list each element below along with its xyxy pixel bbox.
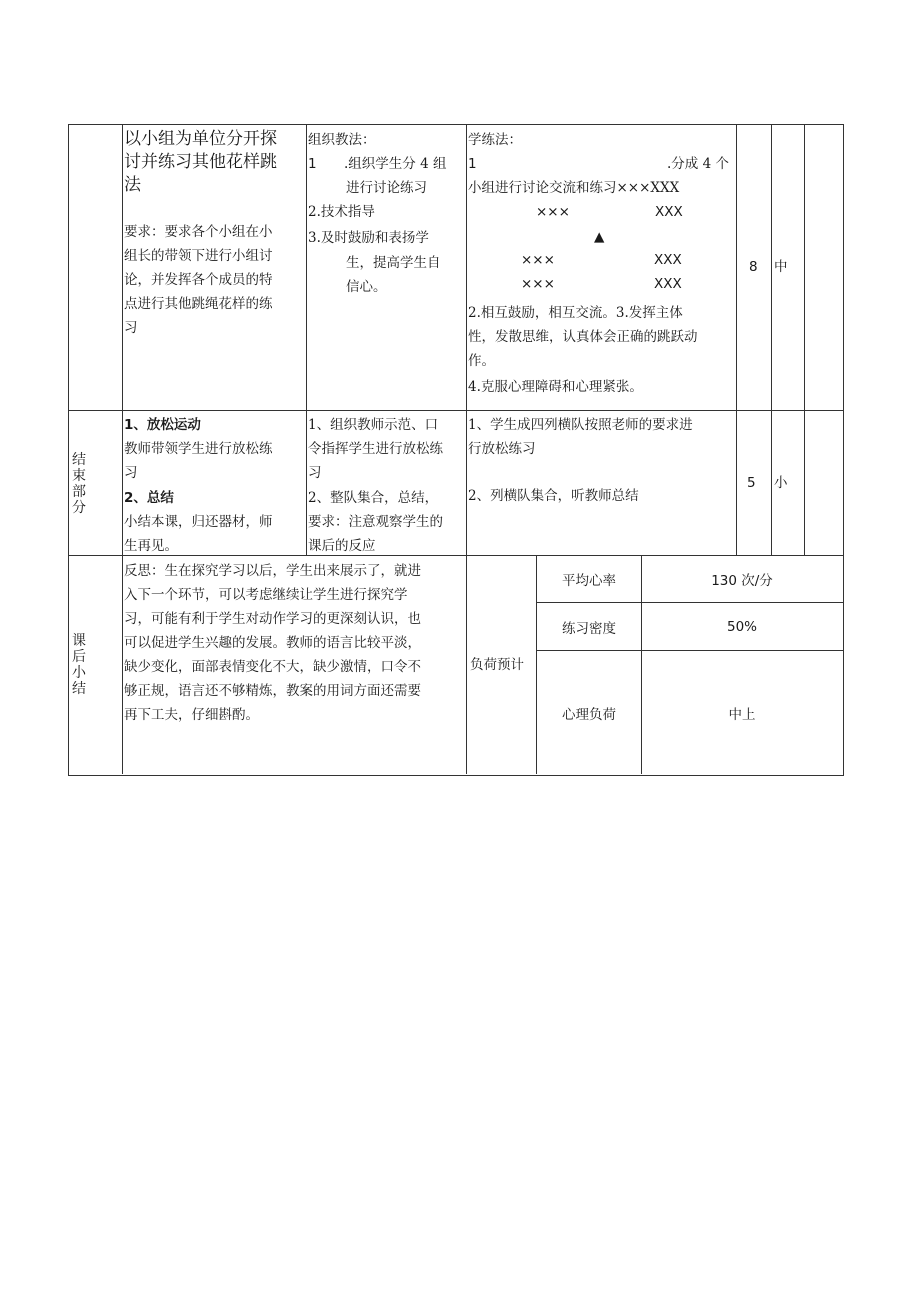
end-learn-line-1-cont: 行放松练习: [468, 441, 536, 457]
mental-load-label-cell: [537, 651, 641, 774]
end-item-1-line-1: 教师带领学生进行放松练: [124, 441, 273, 457]
org-method-title: 组织教法：: [308, 132, 376, 148]
reflection-line-7: 再下工夫，仔细斟酌。: [124, 707, 259, 723]
practice-density-value-cell: [642, 603, 842, 650]
activity-title-1: 以小组为单位分开探: [124, 129, 277, 149]
col-divider-learn: [736, 124, 737, 555]
learn-item-1-cont: 小组进行讨论交流和练习×××XXX: [468, 180, 680, 196]
main-time: 8: [749, 259, 758, 275]
end-item-2-line-2: 生再见。: [124, 538, 178, 554]
avg-heart-rate-value: 130 次/分: [711, 573, 773, 589]
learn-item-2-line-1: 2.相互鼓励，相互交流。3.发挥主体: [468, 305, 683, 321]
col-divider-time: [771, 124, 772, 555]
learn-item-1-number: 1: [468, 156, 477, 172]
mental-load-label: 心理负荷: [562, 706, 616, 723]
reflection-line-3: 习，可能有利于学生对动作学习的更深刻认识，也: [124, 611, 421, 627]
org-item-3-cont2: 信心。: [346, 279, 387, 295]
org-item-1-cont: 进行讨论练习: [346, 180, 427, 196]
formation-row-3-right: XXX: [654, 276, 682, 292]
end-learn-line-2: 2、列横队集合，听教师总结: [468, 488, 639, 504]
col-divider-intensity: [804, 124, 805, 555]
org-item-1-number: 1: [308, 156, 317, 172]
reflection-line-5: 缺少变化，面部表情变化不大，缺少激情，口令不: [124, 659, 421, 675]
formation-row-1-right: XXX: [655, 204, 683, 220]
end-org-line-1: 1、组织教师示范、口: [308, 417, 439, 433]
main-intensity: 中: [774, 259, 788, 275]
end-item-2-title: 2、总结: [124, 490, 174, 506]
requirement-line-2: 组长的带领下进行小组讨: [124, 248, 273, 264]
formation-row-2-right: XXX: [654, 252, 682, 268]
col-divider-content: [306, 124, 307, 555]
practice-density-label-cell: [537, 603, 641, 650]
activity-title-3: 法: [124, 175, 141, 195]
requirement-line-1: 要求：要求各个小组在小: [124, 224, 273, 240]
org-item-1-text: .组织学生分 4 组: [344, 156, 447, 172]
learn-item-1-text: .分成 4 个: [667, 156, 729, 172]
reflection-line-1: 反思：生在探究学习以后，学生出来展示了，就进: [124, 563, 421, 579]
reflection-line-6: 够正规，语言还不够精炼，教案的用词方面还需要: [124, 683, 421, 699]
reflection-line-2: 入下一个环节，可以考虑继续让学生进行探究学: [124, 587, 408, 603]
end-intensity: 小: [774, 475, 788, 491]
end-org-line-3: 习: [308, 465, 322, 481]
learn-item-4: 4.克服心理障碍和心理紧张。: [468, 379, 643, 395]
end-org-line-6: 课后的反应: [308, 538, 376, 554]
end-item-1-line-2: 习: [124, 465, 138, 481]
mental-load-value: 中上: [728, 706, 756, 723]
end-time: 5: [747, 475, 756, 491]
end-item-2-line-1: 小结本课，归还器材，师: [124, 514, 273, 530]
summary-section-label: 课后小结: [72, 633, 86, 697]
formation-row-3-left: ×××: [521, 276, 555, 292]
end-item-1-title: 1、放松运动: [124, 417, 201, 433]
end-org-line-2: 令指挥学生进行放松练: [308, 441, 443, 457]
end-learn-line-1: 1、学生成四列横队按照老师的要求进: [468, 417, 693, 433]
practice-density-label: 练习密度: [562, 620, 616, 637]
learn-method-title: 学练法：: [468, 132, 522, 148]
formation-row-2-left: ×××: [521, 252, 555, 268]
requirement-line-5: 习: [124, 320, 138, 336]
end-org-line-4: 2、整队集合，总结，: [308, 490, 439, 506]
practice-density-value: 50%: [726, 618, 757, 635]
org-item-2: 2.技术指导: [308, 204, 375, 220]
end-section-label: 结束部分: [72, 452, 86, 516]
end-org-line-5: 要求：注意观察学生的: [308, 514, 443, 530]
avg-heart-rate-label-cell: [537, 556, 641, 602]
col-divider-label: [122, 124, 123, 774]
avg-heart-rate-value-cell: [642, 556, 842, 602]
activity-title-2: 讨并练习其他花样跳: [124, 152, 277, 172]
mental-load-value-cell: [642, 651, 842, 774]
requirement-line-4: 点进行其他跳绳花样的练: [124, 296, 273, 312]
avg-heart-rate-label: 平均心率: [562, 573, 616, 589]
teacher-triangle-icon: ▲: [594, 229, 605, 245]
reflection-line-4: 可以促进学生兴趣的发展。教师的语言比较平淡，: [124, 635, 421, 651]
load-estimate-label: 负荷预计: [470, 657, 524, 673]
org-item-3-cont1: 生，提高学生自: [346, 255, 441, 271]
learn-item-2-line-2: 性，发散思维，认真体会正确的跳跃动: [468, 329, 698, 345]
col-divider-org: [466, 124, 467, 774]
row-divider-main-end: [68, 410, 843, 411]
learn-item-2-line-3: 作。: [468, 353, 495, 369]
requirement-line-3: 论，并发挥各个成员的特: [124, 272, 273, 288]
formation-row-1-left: ×××: [536, 204, 570, 220]
org-item-3: 3.及时鼓励和表扬学: [308, 230, 429, 246]
